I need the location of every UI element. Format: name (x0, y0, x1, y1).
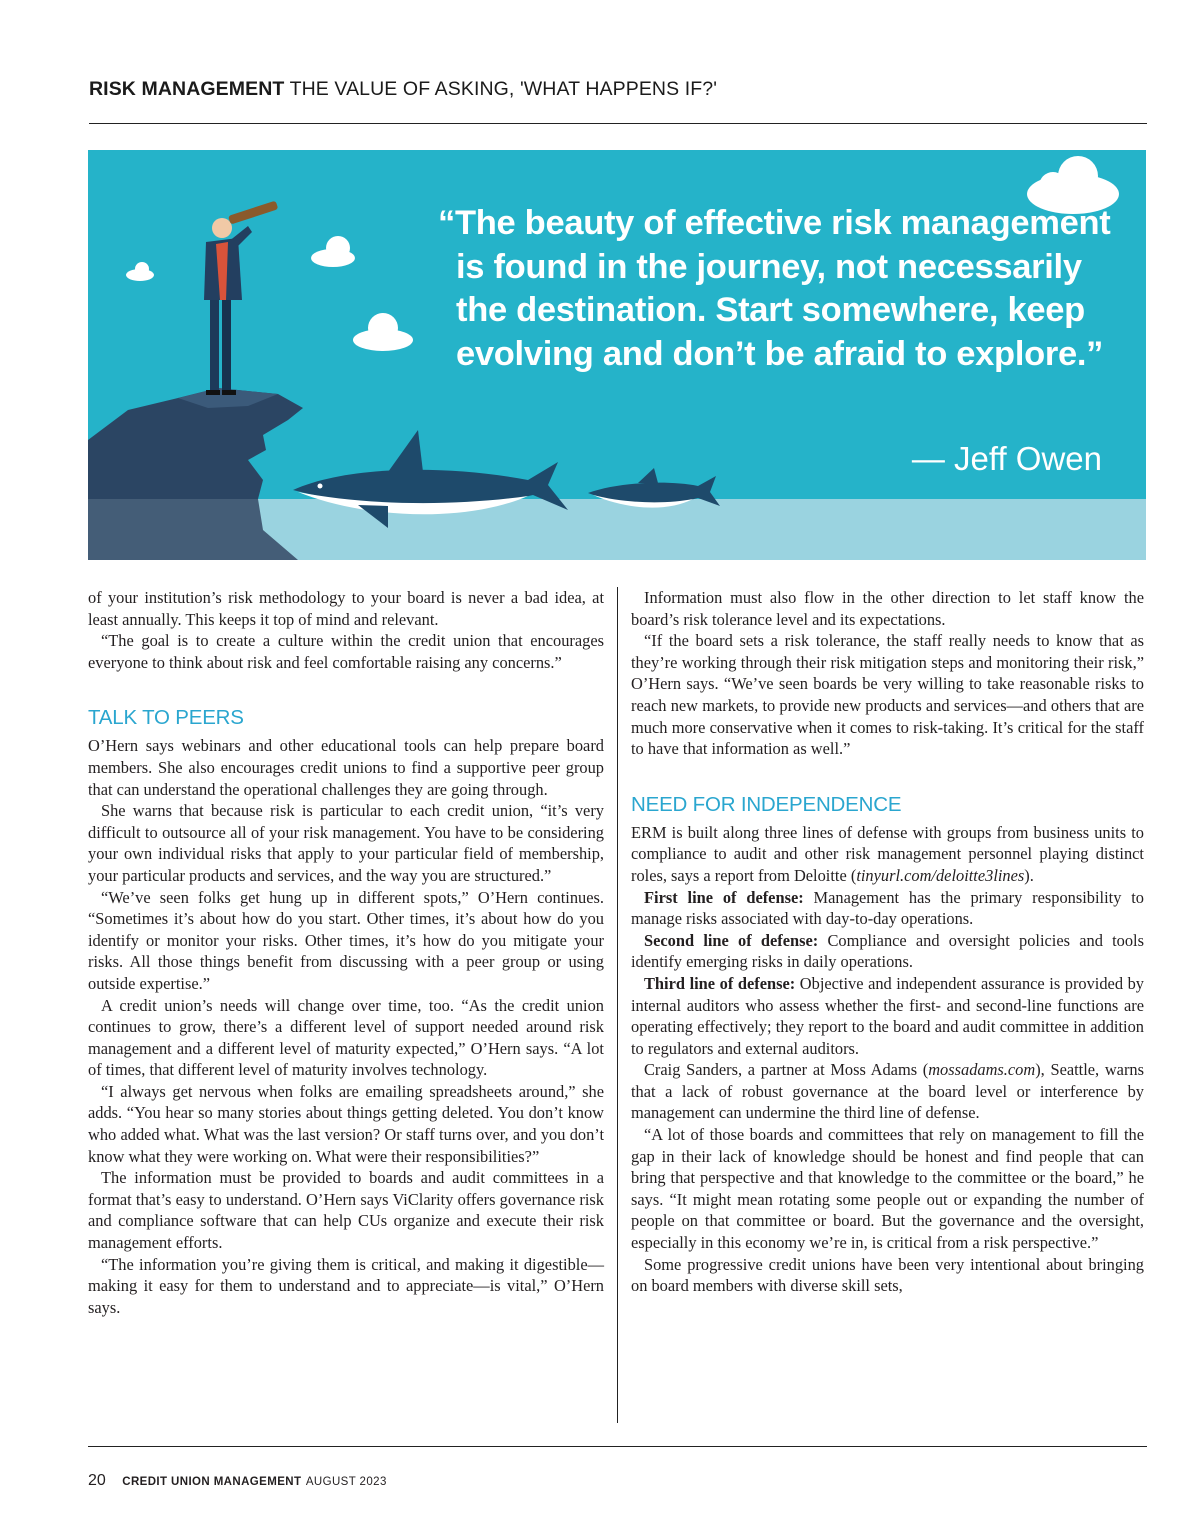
paragraph: Information must also flow in the other direction to let staff know the board’s risk tolerance level and its expectations. (631, 588, 1144, 629)
issue-date: AUGUST 2023 (305, 1476, 387, 1488)
paragraph: “A lot of those boards and committees that rely on management to fill the gap in their lack of knowledge should be honest and find people that can bring that perspective and that knowledge to the committee or the board,” he says. “It might mean rotating some people out or expanding the number of people on that committee or board. But the governance and the oversight, especially in this economy we’re in, is critical from a risk perspective.” (631, 1125, 1144, 1253)
quote-attribution: — Jeff Owen (911, 440, 1102, 477)
paragraph: “I always get nervous when folks are emailing spreadsheets around,” she adds. “You hear so many stories about things getting deleted. You don’t know who added what. What was the last version? Or staff turns over, and you don’t know what they were working on. What were their responsibilities?” (88, 1081, 604, 1166)
section-heading: TALK TO PEERS (88, 706, 244, 730)
paragraph: The information must be provided to boards and audit committees in a format that’s easy to understand. O’Hern says ViClarity offers governance risk and compliance software that can help CUs organize and execute their risk management efforts. (88, 1168, 604, 1253)
third-line-label: Third line of defense: (644, 973, 796, 993)
first-line-label: First line of defense: (644, 887, 804, 907)
deloitte-link[interactable]: tinyurl.com/deloitte3lines (856, 865, 1025, 885)
paragraph: “We’ve seen folks get hung up in different spots,” O’Hern continues. “Sometimes it’s about how do you start. Other times, it’s about how do you identify or monitor your risks. Other times, it’s how do you mitigate your risks. All those things benefit from discussing with a peer group or using outside expertise.” (88, 887, 604, 993)
paragraph: “The goal is to create a culture within the credit union that encourages everyone to think about risk and feel comfortable raising any concerns.” (88, 631, 604, 672)
left-column (88, 587, 604, 1318)
paragraph: Third line of defense: Objective and independent assurance is provided by internal auditors who assess whether the first- and second-line functions are operating effectively; they report to the board and audit committee in addition to regulators and external auditors. (631, 973, 1144, 1058)
page-number: 20 (88, 1472, 106, 1489)
paragraph: “The information you’re giving them is critical, and making it digestible—making it easy for them to understand and to appreciate—is vital,” O’Hern says. (88, 1254, 604, 1317)
paragraph: She warns that because risk is particular to each credit union, “it’s very difficult to outsource all of your risk management. You have to be considering your own individual risks that apply to your particular field of membership, your particular products and services, and the way you are structured.” (88, 801, 604, 885)
paragraph: Craig Sanders, a partner at Moss Adams (mossadams.com), Seattle, warns that a lack of robust governance at the board level or interference by management can undermine the third line of defense. (631, 1060, 1144, 1123)
page-footer (88, 1472, 387, 1490)
mossadams-link[interactable]: mossadams.com (928, 1060, 1036, 1080)
footer-rule (88, 1446, 1147, 1447)
section-heading: NEED FOR INDEPENDENCE (631, 792, 902, 816)
right-column (631, 587, 1144, 1297)
paragraph: of your institution’s risk methodology to your board is never a bad idea, at least annually. This keeps it top of mind and relevant. (88, 588, 604, 629)
paragraph: “If the board sets a risk tolerance, the staff really needs to know that as they’re working through their risk mitigation steps and monitoring their risk,” O’Hern says. “We’ve seen boards be very willing to take reasonable risks to reach new markets, to provide new products and services—and others that are much more conservative when it comes to risk-taking. It’s critical for the staff to have that information as well.” (631, 631, 1144, 759)
second-line-label: Second line of defense: (644, 930, 819, 950)
paragraph: Some progressive credit unions have been very intentional about bringing on board members with diverse skill sets, (631, 1254, 1144, 1296)
paragraph: First line of defense: Management has the primary responsibility to manage risks associated with day-to-day operations. (631, 887, 1144, 929)
paragraph: ERM is built along three lines of defense with groups from business units to compliance to audit and other risk management personnel playing distinct roles, says a report from Deloitte (tinyurl.com/deloitte3lines). (631, 822, 1144, 885)
section-label: RISK MANAGEMENT (89, 78, 285, 100)
header-rule (89, 123, 1147, 124)
paragraph: A credit union’s needs will change over time, too. “As the credit union continues to grow, there’s a different level of support needed around risk management and a different level of maturity expected,” O’Hern says. “A lot of times, that different level of maturity involves technology. (88, 995, 604, 1080)
magazine-name: CREDIT UNION MANAGEMENT (122, 1476, 302, 1488)
paragraph: O’Hern says webinars and other educational tools can help prepare board members. She also encourages credit unions to find a supportive peer group that can understand the operational challenges they are going through. (88, 736, 604, 799)
column-divider (617, 587, 618, 1423)
pull-quote-banner (88, 150, 1146, 560)
pull-quote-text: “The beauty of effective risk management is found in the journey, not necessarily the destination. Start somewhere, keep evolving and don’t be afraid to explore.” (438, 204, 1111, 373)
running-header (89, 78, 1147, 101)
article-title: THE VALUE OF ASKING, 'WHAT HAPPENS IF?' (289, 78, 718, 100)
paragraph: Second line of defense: Compliance and oversight policies and tools identify emerging risks in daily operations. (631, 930, 1144, 972)
